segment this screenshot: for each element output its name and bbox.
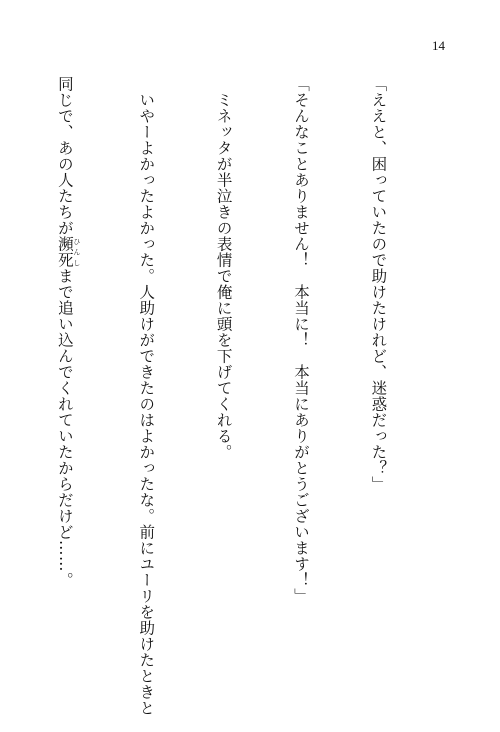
page-number: 14 [432,38,445,53]
furigana: 瀕死 ひんし [55,236,81,268]
text-line: 「そんなことありません！ 本当に！ 本当にありがとうございます！」 [292,76,311,604]
text-line: 同じで、あの人たちが瀕死 ひんしまで追い込んでくれていたからだけど……。 [55,76,81,588]
text-line: 「ええと、困っていたので助けたけれど、迷惑だった？」 [369,76,388,492]
text-line: いやーよかったよかった。人助けができたのはよかったな。前にユーリを助けたときと [137,76,156,716]
text-line: ミネッタが半泣きの表情で俺に頭を下げてくれる。 [214,76,233,460]
body-text [0,76,442,716]
